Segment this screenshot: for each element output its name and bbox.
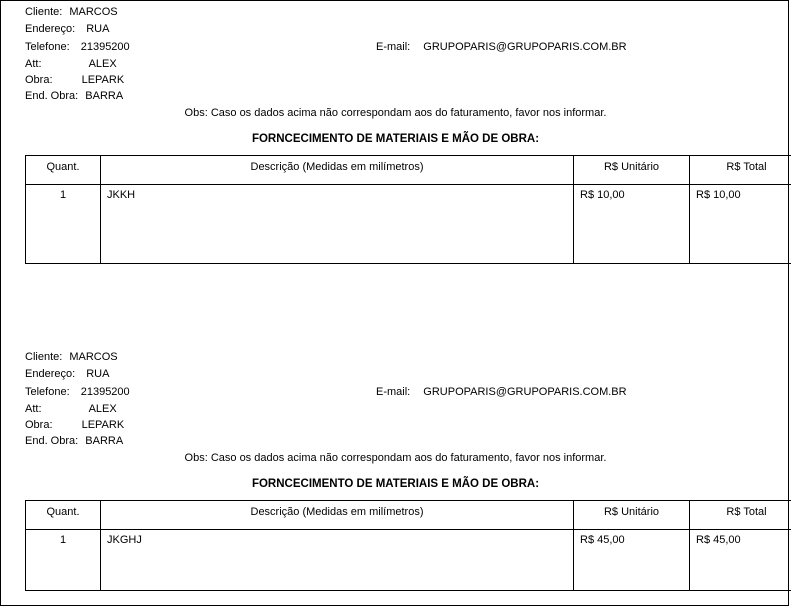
column-header-unit-price: R$ Unitário [574, 501, 690, 530]
quote-block-1 [1, 1, 790, 264]
field-endereco-2 [25, 368, 109, 380]
items-table-1 [25, 155, 791, 264]
cell-unit-price: R$ 45,00 [574, 530, 690, 591]
column-header-total: R$ Total [690, 501, 791, 530]
items-table-2 [25, 500, 791, 591]
field-email-2 [376, 386, 627, 398]
field-obra-1 [25, 74, 124, 86]
field-value: 21395200 [80, 41, 130, 53]
column-header-quantity: Quant. [26, 501, 101, 530]
cell-total: R$ 10,00 [690, 185, 791, 264]
cell-description: JKKH [101, 185, 574, 264]
field-label: Obra: [25, 74, 53, 86]
email-value: GRUPOPARIS@GRUPOPARIS.COM.BR [423, 386, 627, 398]
field-value: MARCOS [69, 351, 118, 363]
obs-text-2: Obs: Caso os dados acima não correspondam aos do faturamento, favor nos informar. [184, 452, 607, 464]
quote-block-2 [1, 346, 790, 591]
field-value: BARRA [85, 435, 124, 447]
cell-description: JKGHJ [101, 530, 574, 591]
field-label: End. Obra: [25, 435, 79, 447]
field-telefone-1 [25, 41, 130, 53]
field-label: Endereço: [25, 368, 76, 380]
field-label: Obra: [25, 419, 53, 431]
field-label: End. Obra: [25, 90, 79, 102]
field-value: RUA [86, 368, 110, 380]
field-value: ALEX [88, 58, 117, 70]
field-cliente-1 [25, 6, 118, 18]
email-label: E-mail: [376, 41, 411, 53]
field-end-obra-1 [25, 90, 123, 102]
client-header-2 [1, 346, 790, 450]
field-telefone-2 [25, 386, 130, 398]
field-label: Telefone: [25, 386, 70, 398]
field-value: BARRA [85, 90, 124, 102]
field-label: Cliente: [25, 351, 63, 363]
field-label: Att: [25, 58, 42, 70]
field-att-1 [25, 58, 117, 70]
table-header-row [26, 156, 791, 185]
column-header-description: Descrição (Medidas em milímetros) [101, 501, 574, 530]
column-header-total: R$ Total [690, 156, 791, 185]
field-value: RUA [86, 23, 110, 35]
column-header-unit-price: R$ Unitário [574, 156, 690, 185]
field-value: LEPARK [81, 74, 125, 86]
email-label: E-mail: [376, 386, 411, 398]
cell-quantity: 1 [26, 185, 101, 264]
column-header-quantity: Quant. [26, 156, 101, 185]
field-label: Att: [25, 403, 42, 415]
field-obra-2 [25, 419, 124, 431]
table-header-row [26, 501, 791, 530]
field-label: Endereço: [25, 23, 76, 35]
field-att-2 [25, 403, 117, 415]
email-value: GRUPOPARIS@GRUPOPARIS.COM.BR [423, 41, 627, 53]
field-cliente-2 [25, 351, 118, 363]
field-label: Cliente: [25, 6, 63, 18]
cell-total: R$ 45,00 [690, 530, 791, 591]
field-endereco-1 [25, 23, 109, 35]
client-header-1 [1, 1, 790, 105]
field-end-obra-2 [25, 435, 123, 447]
field-value: LEPARK [81, 419, 125, 431]
field-email-1 [376, 41, 627, 53]
cell-unit-price: R$ 10,00 [574, 185, 690, 264]
field-value: 21395200 [80, 386, 130, 398]
obs-text-1: Obs: Caso os dados acima não correspondam aos do faturamento, favor nos informar. [184, 107, 607, 119]
cell-quantity: 1 [26, 530, 101, 591]
field-value: MARCOS [69, 6, 118, 18]
table-row [26, 530, 791, 591]
section-title-1: FORNCECIMENTO DE MATERIAIS E MÃO DE OBRA: [251, 133, 540, 145]
field-label: Telefone: [25, 41, 70, 53]
column-header-description: Descrição (Medidas em milímetros) [101, 156, 574, 185]
field-value: ALEX [88, 403, 117, 415]
table-row [26, 185, 791, 264]
section-title-2: FORNCECIMENTO DE MATERIAIS E MÃO DE OBRA: [251, 478, 540, 490]
